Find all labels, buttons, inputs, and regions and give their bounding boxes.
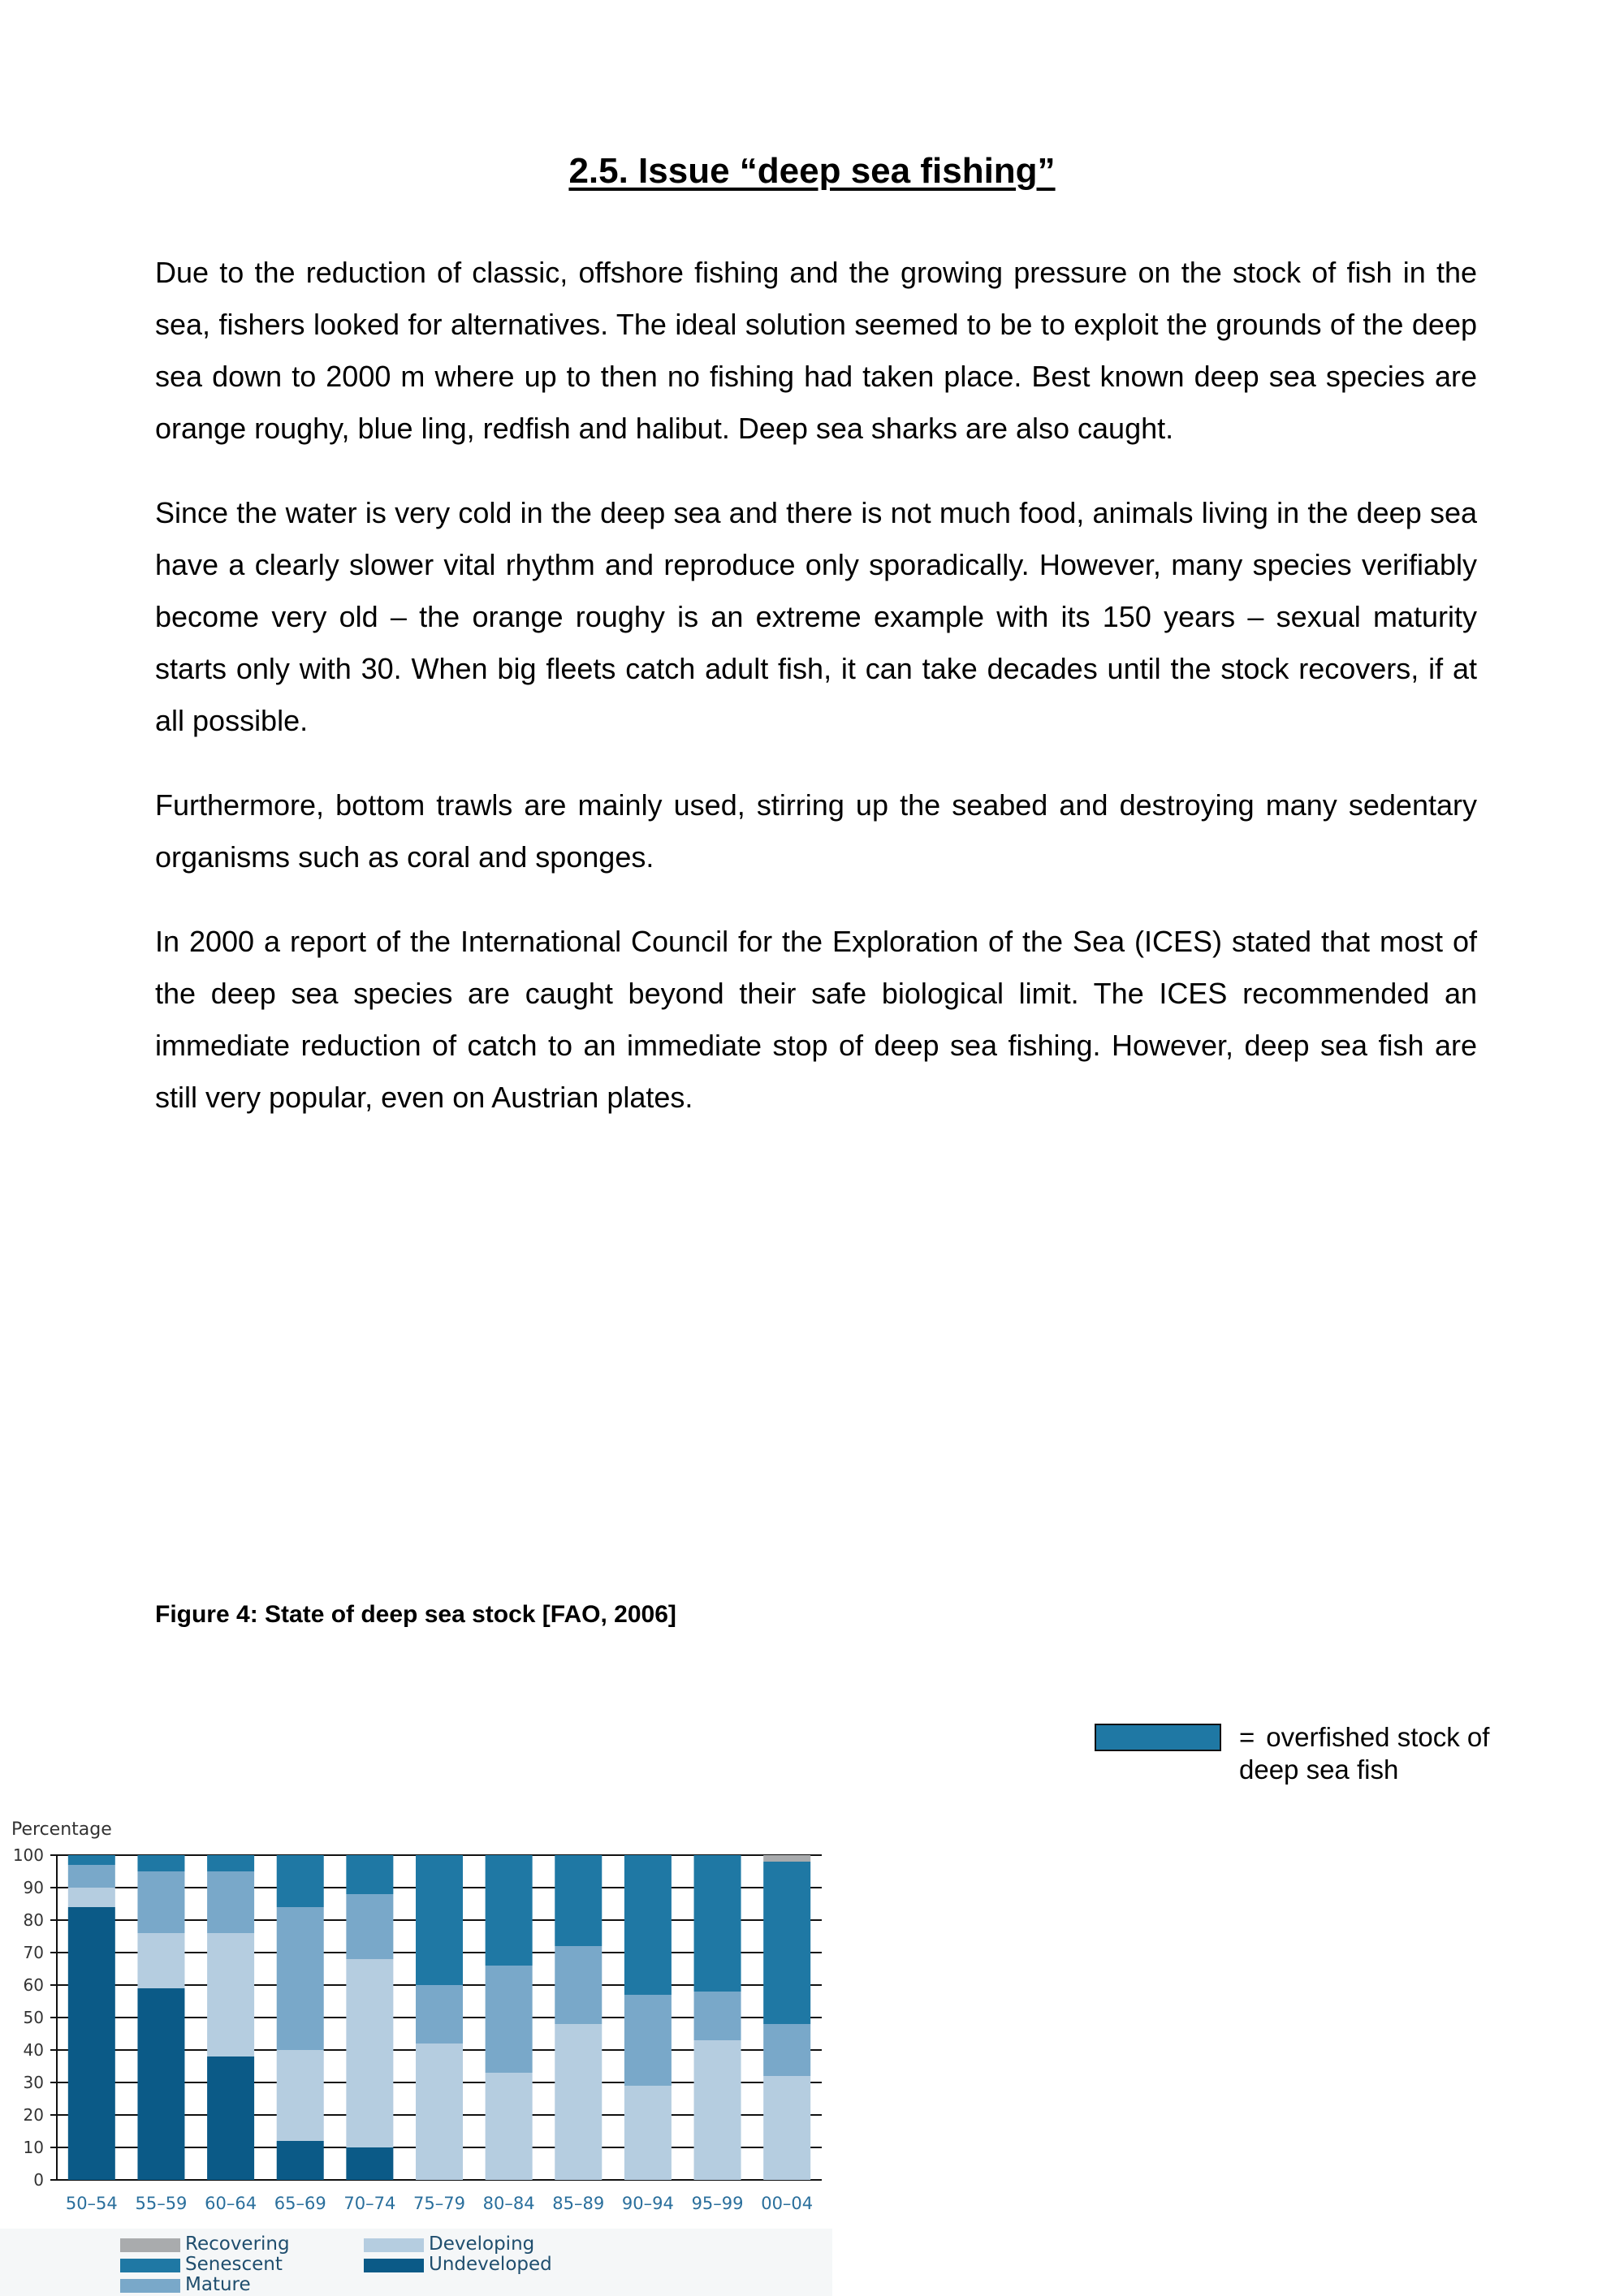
bar-mature-1 (137, 1871, 184, 1933)
bar-undeveloped-3 (277, 2141, 324, 2180)
y-tick-label-0: 0 (33, 2170, 44, 2190)
x-tick-label-2: 60–64 (205, 2194, 257, 2213)
bar-recovering-10 (763, 1855, 810, 1862)
bar-undeveloped-4 (346, 2147, 393, 2180)
x-tick-label-10: 00–04 (761, 2194, 814, 2213)
bar-developing-10 (763, 2076, 810, 2180)
bar-developing-5 (416, 2044, 463, 2180)
bar-developing-6 (486, 2073, 533, 2180)
chart-legend (0, 2229, 832, 2296)
y-tick-label-80: 80 (23, 1910, 44, 1930)
legend-item-undeveloped: Undeveloped (429, 2254, 552, 2275)
y-tick-label-60: 60 (23, 1975, 44, 1995)
legend-item-recovering: Recovering (185, 2233, 290, 2255)
bar-mature-8 (624, 1995, 672, 2086)
bar-senescent-1 (137, 1855, 184, 1871)
legend-item-mature: Mature (185, 2274, 251, 2295)
bar-developing-3 (277, 2050, 324, 2141)
bar-developing-0 (68, 1888, 115, 1907)
bar-mature-6 (486, 1966, 533, 2073)
bar-mature-7 (555, 1946, 602, 2024)
bar-mature-10 (763, 2024, 810, 2076)
bar-senescent-5 (416, 1855, 463, 1985)
x-tick-label-4: 70–74 (343, 2194, 396, 2213)
figure-caption: Figure 4: State of deep sea stock [FAO, 2006] (155, 1601, 676, 1628)
y-tick-label-40: 40 (23, 2040, 44, 2060)
bar-senescent-2 (207, 1855, 254, 1871)
x-tick-label-1: 55–59 (135, 2194, 188, 2213)
overfished-annotation (1239, 1721, 1531, 1786)
x-tick-label-6: 80–84 (482, 2194, 535, 2213)
y-tick-label-70: 70 (23, 1943, 44, 1962)
equals-sign: = (1239, 1722, 1255, 1752)
overfished-swatch (1095, 1724, 1221, 1751)
bar-developing-1 (137, 1933, 184, 1988)
y-axis-label: Percentage (11, 1819, 112, 1840)
bar-mature-3 (277, 1907, 324, 2050)
legend-swatch-mature (120, 2279, 180, 2293)
bar-mature-9 (694, 1992, 741, 2040)
bar-senescent-10 (763, 1862, 810, 2024)
bar-developing-4 (346, 1959, 393, 2147)
bar-mature-2 (207, 1871, 254, 1933)
bar-developing-9 (694, 2040, 741, 2180)
bar-developing-2 (207, 1933, 254, 2056)
legend-swatch-senescent (120, 2259, 180, 2272)
bar-undeveloped-0 (68, 1907, 115, 2180)
bar-senescent-7 (555, 1855, 602, 1946)
y-tick-label-100: 100 (12, 1845, 44, 1865)
bar-developing-8 (624, 2086, 672, 2180)
y-tick-label-50: 50 (23, 2008, 44, 2027)
y-tick-label-20: 20 (23, 2105, 44, 2125)
paragraph-biology: Since the water is very cold in the deep sea and there is not much food, animals living in the deep sea have a clearly slower vital rhythm and reproduce only sporadically. However, many species verifiably become very old – the orange roughy is an extreme example with its 150 years – sexual maturity starts only with 30. When big fleets catch adult fish, it can take decades until the stock recovers, if at all possible. (155, 496, 1477, 737)
legend-item-senescent: Senescent (185, 2254, 283, 2275)
x-tick-label-3: 65–69 (274, 2194, 326, 2213)
bar-mature-4 (346, 1894, 393, 1959)
legend-swatch-recovering (120, 2238, 180, 2252)
bar-senescent-9 (694, 1855, 741, 1992)
legend-item-developing: Developing (429, 2233, 534, 2255)
bar-senescent-3 (277, 1855, 324, 1907)
bar-mature-5 (416, 1985, 463, 2044)
paragraph-intro: Due to the reduction of classic, offshore fishing and the growing pressure on the stock of fish in the sea, fishers looked for alternatives. The ideal solution seemed to be to exploit the grounds of the deep sea down to 2000 m where up to then no fishing had taken place. Best known deep sea species are orange roughy, blue ling, redfish and halibut. Deep sea sharks are also caught. (155, 256, 1477, 445)
x-tick-label-0: 50–54 (65, 2194, 118, 2213)
y-tick-label-30: 30 (23, 2073, 44, 2092)
x-tick-label-9: 95–99 (691, 2194, 744, 2213)
paragraph-trawls: Furthermore, bottom trawls are mainly used, stirring up the seabed and destroying many sedentary organisms such as coral and sponges. (155, 788, 1477, 874)
bar-senescent-4 (346, 1855, 393, 1894)
section-heading: 2.5. Issue “deep sea fishing” (568, 151, 1056, 191)
legend-swatch-undeveloped (364, 2259, 424, 2272)
x-tick-label-7: 85–89 (552, 2194, 605, 2213)
y-tick-label-90: 90 (23, 1878, 44, 1897)
overfished-label: overfished stock of deep sea fish (1239, 1722, 1490, 1785)
stock-state-chart (0, 1810, 836, 2229)
y-tick-label-10: 10 (23, 2138, 44, 2157)
bar-senescent-0 (68, 1855, 115, 1865)
bar-undeveloped-2 (207, 2056, 254, 2180)
x-tick-label-8: 90–94 (621, 2194, 674, 2213)
bar-senescent-6 (486, 1855, 533, 1966)
bar-mature-0 (68, 1865, 115, 1888)
bar-developing-7 (555, 2024, 602, 2180)
bar-undeveloped-1 (137, 1988, 184, 2180)
x-tick-label-5: 75–79 (413, 2194, 465, 2213)
legend-swatch-developing (364, 2238, 424, 2252)
bar-senescent-8 (624, 1855, 672, 1995)
paragraph-ices: In 2000 a report of the International Council for the Exploration of the Sea (ICES) stated that most of the deep sea species are caught beyond their safe biological limit. The ICES recommended an immediate reduction of catch to an immediate stop of deep sea fishing. However, deep sea fish are still very popular, even on Austrian plates. (155, 925, 1477, 1114)
